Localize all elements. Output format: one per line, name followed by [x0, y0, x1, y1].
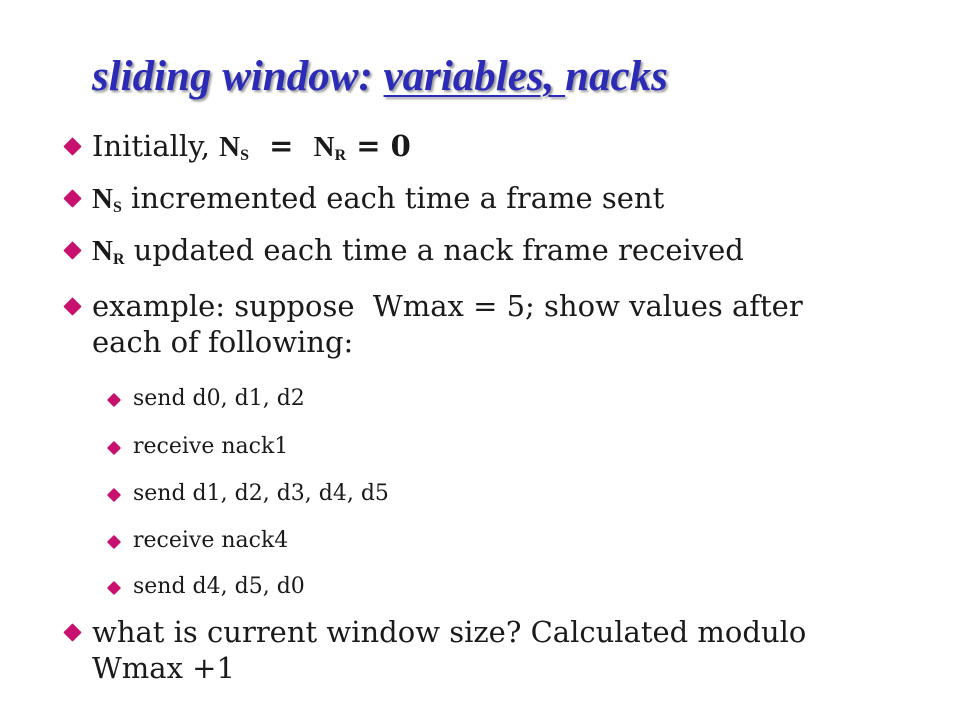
zero-text: = 0 [346, 129, 411, 163]
sub-item-text: send d1, d2, d3, d4, d5 [133, 481, 389, 506]
sub-item-send-d0-d2 [133, 385, 305, 413]
diamond-bullet-icon [63, 137, 81, 155]
sub-item-text: send d0, d1, d2 [133, 386, 305, 411]
slide-title [92, 52, 668, 101]
item-text-line-1: example: suppose Wmax = 5; show values after [92, 289, 803, 323]
item-text-line-1: what is current window size? Calculated modulo [92, 615, 807, 649]
ns-symbol: $N_S$ [92, 183, 122, 216]
diamond-bullet-icon [107, 535, 121, 549]
item-text: updated each time a nack frame received [124, 233, 744, 267]
ns-symbol: $N_S$ [219, 131, 249, 164]
bullet-item-ns-incremented [92, 180, 664, 226]
item-text-line-2: Wmax +1 [92, 651, 235, 685]
title-part-3: nacks [565, 53, 668, 100]
sub-item-text: send d4, d5, d0 [133, 574, 305, 599]
diamond-bullet-icon [107, 488, 121, 502]
nr-symbol: $N_R$ [313, 131, 347, 164]
diamond-bullet-icon [63, 623, 81, 641]
diamond-bullet-icon [63, 241, 81, 259]
equals-text: = [248, 129, 314, 163]
bullet-item-example [92, 288, 803, 360]
sub-item-receive-nack4 [133, 527, 288, 555]
item-text: Initially, [92, 129, 220, 163]
bullet-item-window-size [92, 614, 806, 686]
sub-item-receive-nack1 [133, 433, 288, 461]
sub-item-send-d4-d0 [133, 573, 305, 601]
title-part-1: sliding window: [92, 53, 384, 100]
item-text: incremented each time a frame sent [121, 181, 665, 215]
diamond-bullet-icon [63, 297, 81, 315]
diamond-bullet-icon [107, 441, 121, 455]
title-underlined-part: variables, [383, 53, 566, 100]
diamond-bullet-icon [107, 393, 121, 407]
item-text-line-2: each of following: [92, 325, 354, 359]
bullet-item-initially [92, 128, 411, 174]
nr-symbol: $N_R$ [92, 235, 125, 268]
bullet-item-nr-updated [92, 232, 744, 278]
diamond-bullet-icon [63, 189, 81, 207]
sub-item-send-d1-d5 [133, 480, 389, 508]
sub-item-text: receive nack4 [133, 528, 289, 553]
sub-item-text: receive nack1 [133, 434, 289, 459]
diamond-bullet-icon [107, 581, 121, 595]
